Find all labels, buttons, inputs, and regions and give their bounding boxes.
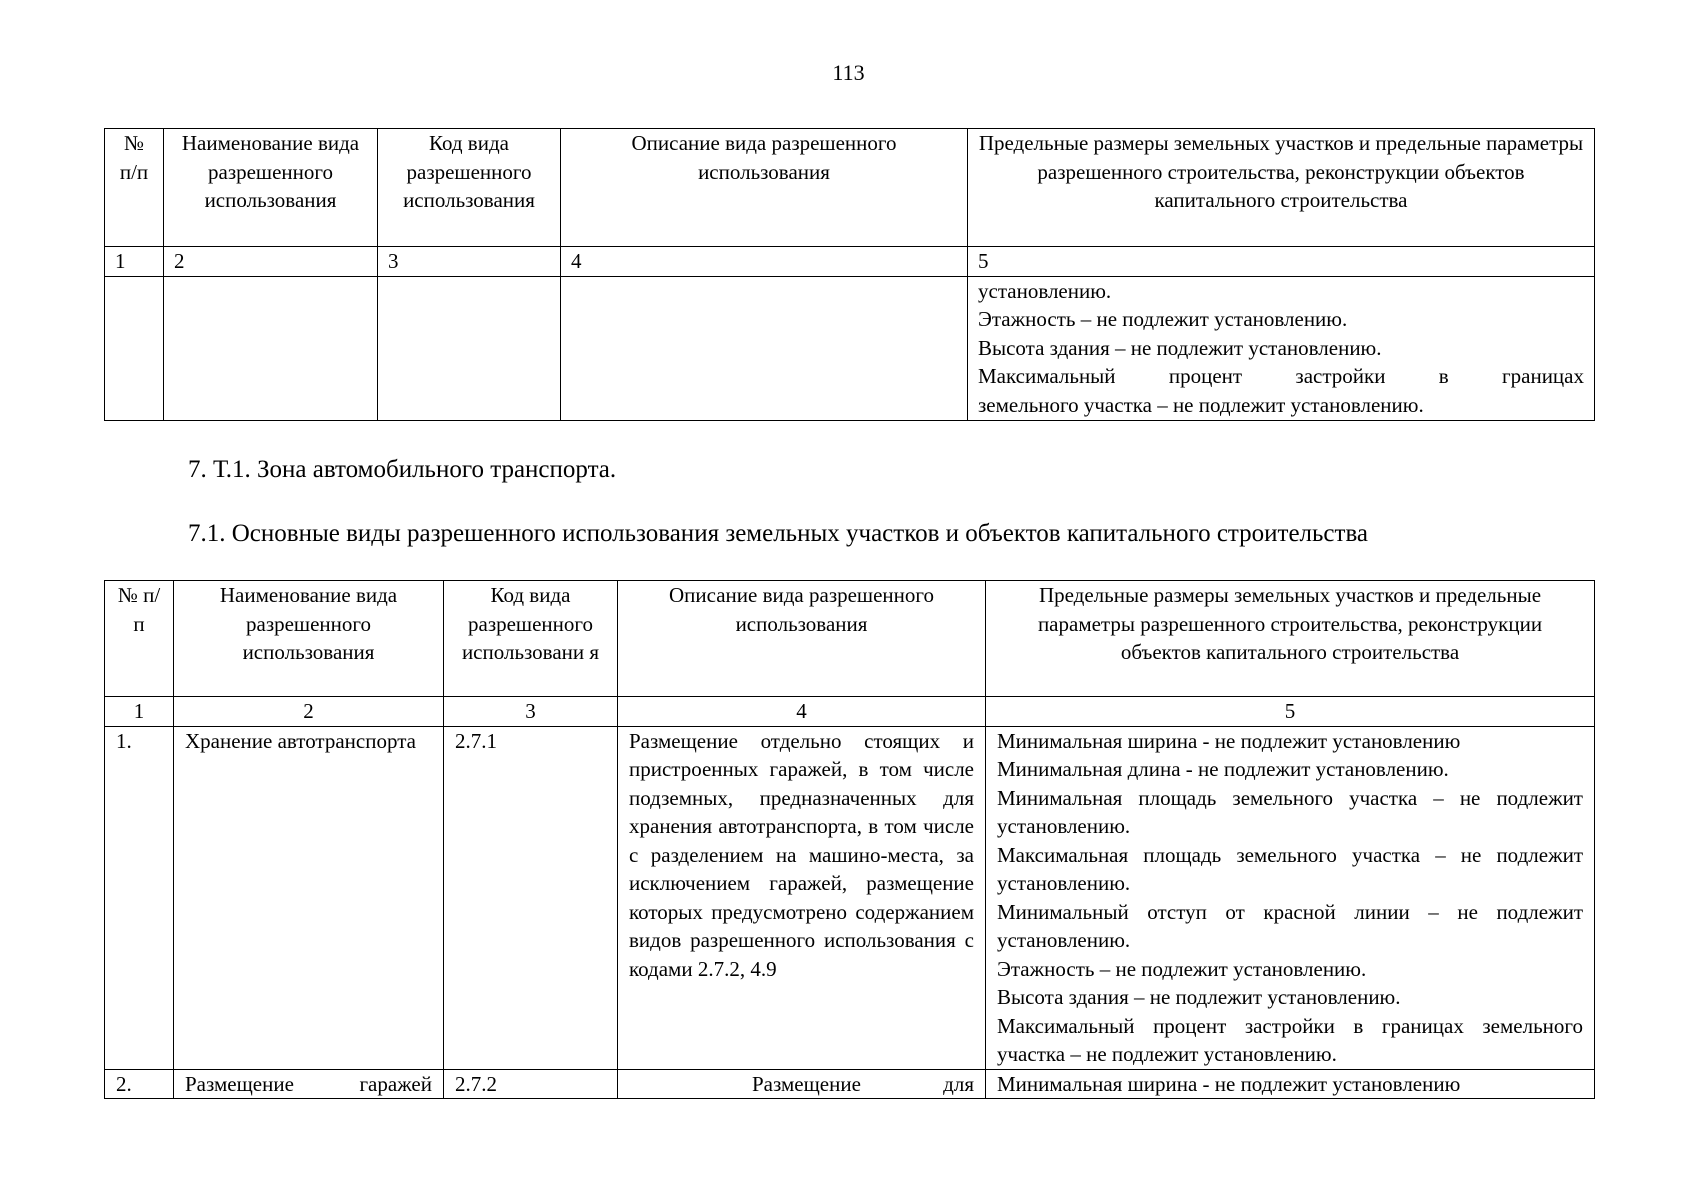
section-heading: 7. Т.1. Зона автомобильного транспорта. [188, 456, 617, 483]
header-cell-params: Предельные размеры земельных участков и предельные параметры разрешенного строительства, реконструкции объектов капитального строительства [968, 129, 1595, 247]
column-number: 2 [174, 697, 444, 727]
params-line: Минимальная длина - не подлежит установлению. [997, 757, 1449, 781]
table-row [105, 276, 1595, 420]
table-row [105, 1069, 1595, 1099]
params-line: Высота здания – не подлежит установлению. [997, 985, 1401, 1009]
row-description: Размещение для [618, 1069, 986, 1099]
row-params [986, 1069, 1595, 1099]
params-line: земельного участка – не подлежит установлению. [978, 392, 1424, 417]
params-line: Максимальная площадь земельного участка – не подлежит установлению. [997, 842, 1583, 895]
row-code: 2.7.1 [444, 726, 618, 1069]
empty-cell [378, 276, 561, 420]
column-number: 4 [561, 247, 968, 277]
header-cell-name: Наименование вида разрешенного использования [174, 581, 444, 697]
column-number: 2 [164, 247, 378, 277]
params-line: Минимальный отступ от красной линии – не подлежит установлению. [997, 899, 1583, 952]
column-number: 1 [105, 697, 174, 727]
header-cell-description: Описание вида разрешенного использования [618, 581, 986, 697]
empty-cell [164, 276, 378, 420]
column-number: 3 [378, 247, 561, 277]
empty-cell [105, 276, 164, 420]
column-number: 4 [618, 697, 986, 727]
row-number: 2. [105, 1069, 174, 1099]
table-row [105, 726, 1595, 1069]
column-number-row [105, 247, 1595, 277]
table-main [104, 580, 1595, 1099]
header-cell-number: № п/п [105, 581, 174, 697]
row-number: 1. [105, 726, 174, 1069]
page-number: 113 [832, 60, 865, 85]
column-number: 1 [105, 247, 164, 277]
header-cell-description: Описание вида разрешенного использования [561, 129, 968, 247]
header-cell-code: Код вида разрешенного использования [378, 129, 561, 247]
subsection-heading: 7.1. Основные виды разрешенного использования земельных участков и объектов капитального строительства [188, 520, 1369, 547]
params-line: Этажность – не подлежит установлению. [978, 307, 1348, 331]
header-cell-code: Код вида разрешенного использовани я [444, 581, 618, 697]
params-line: Высота здания – не подлежит установлению. [978, 335, 1382, 360]
params-line: Минимальная площадь земельного участка – не подлежит установлению. [997, 785, 1583, 838]
row-description: Размещение отдельно стоящих и пристроенных гаражей, в том числе подземных, предназначенных для хранения автотранспорта, в том числе с разделением на машино-места, за исключением гаражей, размещение которых предусмотрено содержанием видов разрешенного использования с кодами 2.7.2, 4.9 [618, 726, 986, 1069]
row-code: 2.7.2 [444, 1069, 618, 1099]
column-number: 5 [986, 697, 1595, 727]
params-line: установлению. [978, 278, 1112, 303]
params-line: Максимальный процент застройки в границах [978, 364, 1584, 388]
table-header-row [105, 129, 1595, 247]
header-cell-number: № п/п [105, 129, 164, 247]
column-number-row [105, 697, 1595, 727]
params-line: Минимальная ширина - не подлежит установлению [997, 1071, 1461, 1096]
table-top-continuation [104, 128, 1595, 421]
column-number: 5 [968, 247, 1595, 277]
header-cell-name: Наименование вида разрешенного использования [164, 129, 378, 247]
row-name: Размещение гаражей [174, 1069, 444, 1099]
params-line: Максимальный процент застройки в границах земельного участка – не подлежит установлению. [997, 1013, 1583, 1066]
params-line: Минимальная ширина - не подлежит установлению [997, 728, 1461, 753]
header-cell-params: Предельные размеры земельных участков и предельные параметры разрешенного строительства, реконструкции объектов капитального строительства [986, 581, 1595, 697]
table-header-row [105, 581, 1595, 697]
empty-cell [561, 276, 968, 420]
row-name: Хранение автотранспорта [174, 726, 444, 1069]
row-params [986, 726, 1595, 1069]
column-number: 3 [444, 697, 618, 727]
params-continuation-cell [968, 276, 1595, 420]
params-line: Этажность – не подлежит установлению. [997, 956, 1367, 981]
